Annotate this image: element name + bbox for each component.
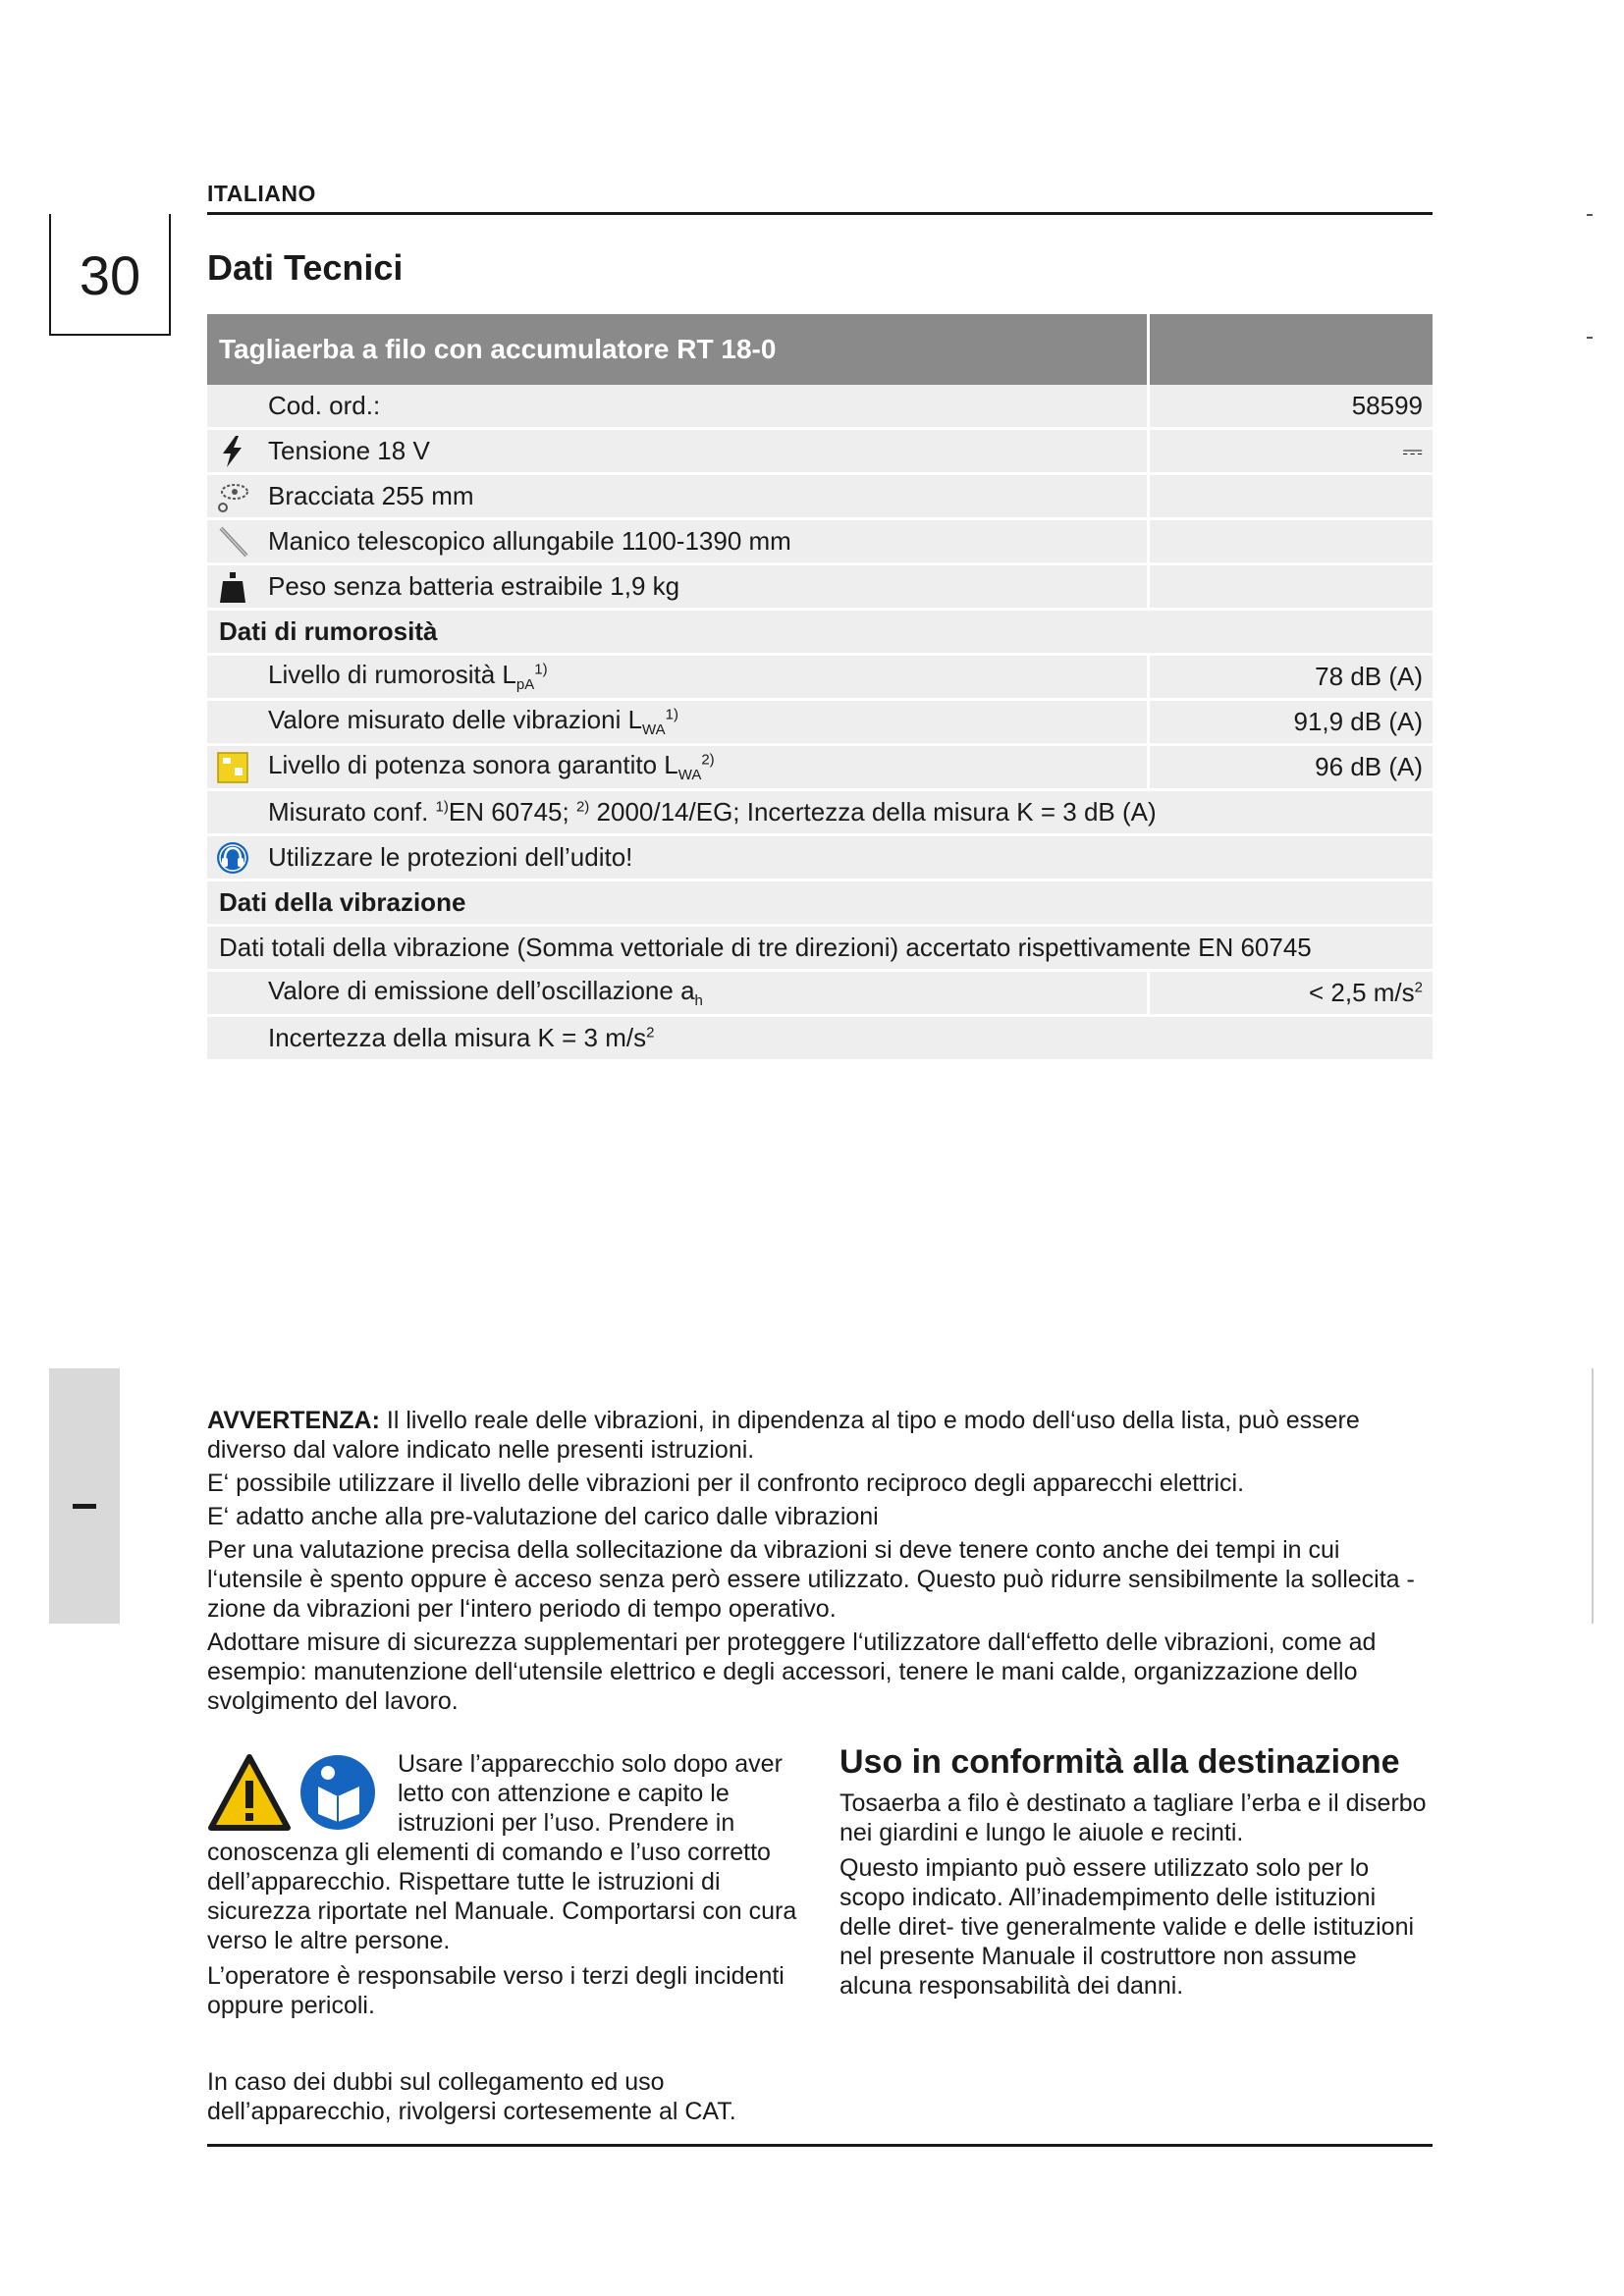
warning-paragraph: Adottare misure di sicurezza supplementari per proteggere l‘utilizzatore dall‘effetto delle vibrazioni, come ad esempio: manutenzione dell‘utensile elettrico e degli accessori, tenere le mani calde, organizzazione dello svolgimento del lavoro. <box>207 1629 1377 1715</box>
table-row <box>207 429 1433 474</box>
voltage-label: Tensione 18 V <box>258 429 1149 474</box>
noise-section-row <box>207 610 1433 655</box>
weight-label: Peso senza batteria estraibile 1,9 kg <box>258 564 1149 610</box>
page-title: Dati Tecnici <box>207 247 404 288</box>
product-title: Tagliaerba a filo con accumulatore RT 18-0 <box>207 314 1149 385</box>
noise-section-title: Dati di rumorosità <box>207 610 1433 655</box>
table-row <box>207 971 1433 1016</box>
warning-triangle-icon <box>207 1753 292 1832</box>
warning-paragraph: Per una valutazione precisa della sollecitazione da vibrazioni si deve tenere conto anche dei tempi in cui l‘utensile è spento oppure è acceso senza però essere utilizzato. Questo può ridurre sensibilmente la sollecita - zione da vibrazioni per l‘intero periodo di tempo operativo. <box>207 1536 1415 1623</box>
spec-table <box>207 314 1433 1062</box>
table-row <box>207 474 1433 519</box>
safety-instructions <box>207 1749 808 2126</box>
table-row <box>207 1016 1433 1061</box>
noise-level-value: 78 dB (A) <box>1149 655 1434 700</box>
cutting-width-icon <box>215 479 250 514</box>
table-row <box>207 519 1433 564</box>
vibration-section-title: Dati della vibrazione <box>207 881 1433 926</box>
edge-tick <box>1587 214 1593 216</box>
page-number: 30 <box>79 244 141 306</box>
header-value-cell <box>1149 314 1434 385</box>
table-row <box>207 835 1433 881</box>
intended-use-title: Uso in conformità alla destinazione <box>839 1743 1400 1781</box>
warning-lead: AVVERTENZA: <box>207 1407 380 1434</box>
vibration-emission-value: < 2,5 $m/s^2$ <box>1149 971 1434 1016</box>
spec-table-header <box>207 314 1433 385</box>
table-row <box>207 564 1433 610</box>
vibration-section-row <box>207 881 1433 926</box>
side-tab <box>49 1368 120 1624</box>
ear-protection-icon <box>215 840 250 876</box>
warning-paragraph: E‘ adatto anche alla pre-valutazione del carico dalle vibrazioni <box>207 1503 879 1530</box>
cutting-width-label: Bracciata 255 mm <box>258 474 1149 519</box>
table-row <box>207 700 1433 745</box>
warning-paragraph: E‘ possibile utilizzare il livello delle vibrazioni per il confronto reciproco degli apparecchi elettrici. <box>207 1469 1245 1497</box>
vibration-uncertainty: Incertezza della misura K = 3 $m/s^2$ <box>258 1016 1433 1061</box>
table-row <box>207 385 1433 429</box>
liability-paragraph: Questo impianto può essere utilizzato solo per lo scopo indicato. All’inadempimento delle istituzioni delle diret- tive generalmente valide e delle istituzioni nel presente Manuale il costruttore non assume alcuna responsabilità dei danni. <box>839 1854 1415 2000</box>
measured-level-label: Valore misurato delle vibrazioni $L_{WA}^{1)}$ <box>258 700 1149 745</box>
edge-tick <box>1587 337 1593 339</box>
warning-paragraph: AVVERTENZA: Il livello reale delle vibrazioni, in dipendenza al tipo e modo dell‘uso della lista, può essere diverso dal valore indicato nelle presenti istruzioni. <box>207 1407 1360 1464</box>
safety-paragraph: Usare l’apparecchio solo dopo aver letto con attenzione e capito le istruzioni per l’uso. Prendere in conoscenza gli elementi di comando e l’uso corretto dell’apparecchio. Rispettare tutte le istruzioni di sicurezza riportate nel Manuale. Comportarsi con cura verso le altre persone. <box>207 1750 797 1954</box>
intended-use-paragraph: Tosaerba a filo è destinato a tagliare l’erba e il diserbo nei giardini e lungo le aiuole e recinti. <box>839 1789 1427 1846</box>
weight-icon <box>215 569 250 605</box>
responsibility-paragraph: L’operatore è responsabile verso i terzi degli incidenti oppure pericoli. <box>207 1962 785 2019</box>
handle-label: Manico telescopico allungabile 1100-1390 mm <box>258 519 1149 564</box>
vibration-emission-label: Valore di emissione dell’oscillazione $a_h$ <box>258 971 1149 1016</box>
order-code-value: 58599 <box>1149 385 1434 429</box>
guaranteed-level-value: 96 dB (A) <box>1149 745 1434 790</box>
safety-icons <box>207 1753 384 1836</box>
telescopic-handle-icon <box>215 524 250 560</box>
intended-use <box>839 1743 1434 2001</box>
noise-level-label: Livello di rumorosità $L_{pA}^{1)}$ <box>258 655 1149 700</box>
table-row <box>207 655 1433 700</box>
language-label: ITALIANO <box>207 181 316 206</box>
order-code-label: Cod. ord.: <box>258 385 1149 429</box>
hearing-protection-text: Utilizzare le protezioni dell’udito! <box>258 835 1433 881</box>
dc-symbol: ⎓ <box>1149 429 1434 474</box>
contact-paragraph: In caso dei dubbi sul collegamento ed uso dell’apparecchio, rivolgersi cortesemente al CAT. <box>207 2068 736 2125</box>
table-row <box>207 926 1433 971</box>
table-row <box>207 790 1433 835</box>
vibration-total-text: Dati totali della vibrazione (Somma vettoriale di tre direzioni) accertato rispettivamente EN 60745 <box>207 926 1433 971</box>
sound-power-label-icon <box>215 750 250 785</box>
footer-rule <box>207 2144 1433 2147</box>
table-row <box>207 745 1433 790</box>
vibration-warning <box>207 1406 1433 1720</box>
guaranteed-level-label: Livello di potenza sonora garantito $L_{WA}^{2)}$ <box>258 745 1149 790</box>
measured-level-value: 91,9 dB (A) <box>1149 700 1434 745</box>
header-rule <box>207 212 1433 215</box>
read-manual-icon <box>298 1753 377 1832</box>
measured-conformity: Misurato conf. $^{1)}$EN 60745; $^{2)}$ 2000/14/EG; Incertezza della misura K = 3 dB (A) <box>258 790 1433 835</box>
lightning-icon <box>215 434 250 469</box>
side-tab-mark <box>73 1504 96 1509</box>
right-margin-line <box>1592 1368 1594 1624</box>
